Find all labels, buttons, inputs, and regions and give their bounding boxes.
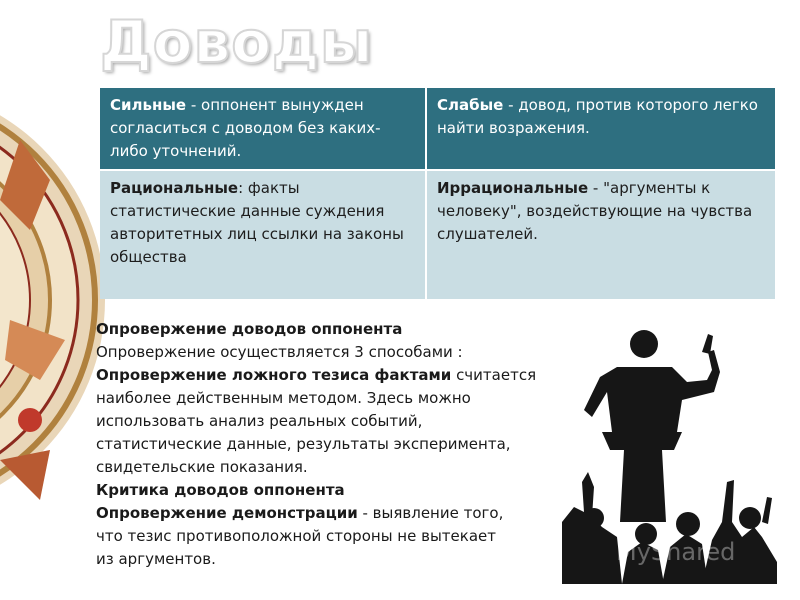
text-bold: Опровержение ложного тезиса фактами <box>96 366 452 384</box>
text-line: Опровержение осуществляется 3 способами : <box>96 343 463 361</box>
text-line: наиболее действенным методом. Здесь можно <box>96 389 471 407</box>
text-line <box>96 364 566 387</box>
text-line: из аргументов. <box>96 550 216 568</box>
text-line: свидетельские показания. <box>96 458 308 476</box>
text-rest: считается <box>451 366 537 384</box>
arguments-table <box>100 88 775 299</box>
medallion-decoration <box>0 0 110 600</box>
text-line: статистические данные, результаты эксперимента, <box>96 435 511 453</box>
irrational-term: Иррациональные <box>437 179 589 197</box>
watermark: MyShared <box>616 538 736 566</box>
weak-desc: - довод, против которого легко найти возражения. <box>437 96 758 137</box>
strong-cell <box>100 88 426 170</box>
rational-cell <box>100 170 426 299</box>
table-row <box>100 170 775 299</box>
strong-desc: - оппонент вынужден согласиться с доводом без каких-либо уточнений. <box>110 96 381 160</box>
text-line: что тезис противоположной стороны не вытекает <box>96 527 496 545</box>
table-row <box>100 88 775 170</box>
text-line <box>96 502 566 525</box>
rational-term: Рациональные <box>110 179 239 197</box>
irrational-desc: - "аргументы к человеку", воздействующие на чувства слушателей. <box>437 179 753 243</box>
rational-desc: : факты статистические данные суждения авторитетных лиц ссылки на законы общества <box>110 179 404 266</box>
text-line: Критика доводов оппонента <box>96 481 345 499</box>
text-line: использовать анализ реальных событий, <box>96 412 423 430</box>
irrational-cell <box>426 170 775 299</box>
refutation-text <box>96 318 566 571</box>
text-line: Опровержение доводов оппонента <box>96 320 403 338</box>
weak-cell <box>426 88 775 170</box>
strong-term: Сильные <box>110 96 187 114</box>
text-rest: - выявление того, <box>357 504 504 522</box>
page-title: Доводы <box>100 8 374 76</box>
weak-term: Слабые <box>437 96 504 114</box>
text-bold: Опровержение демонстрации <box>96 504 358 522</box>
